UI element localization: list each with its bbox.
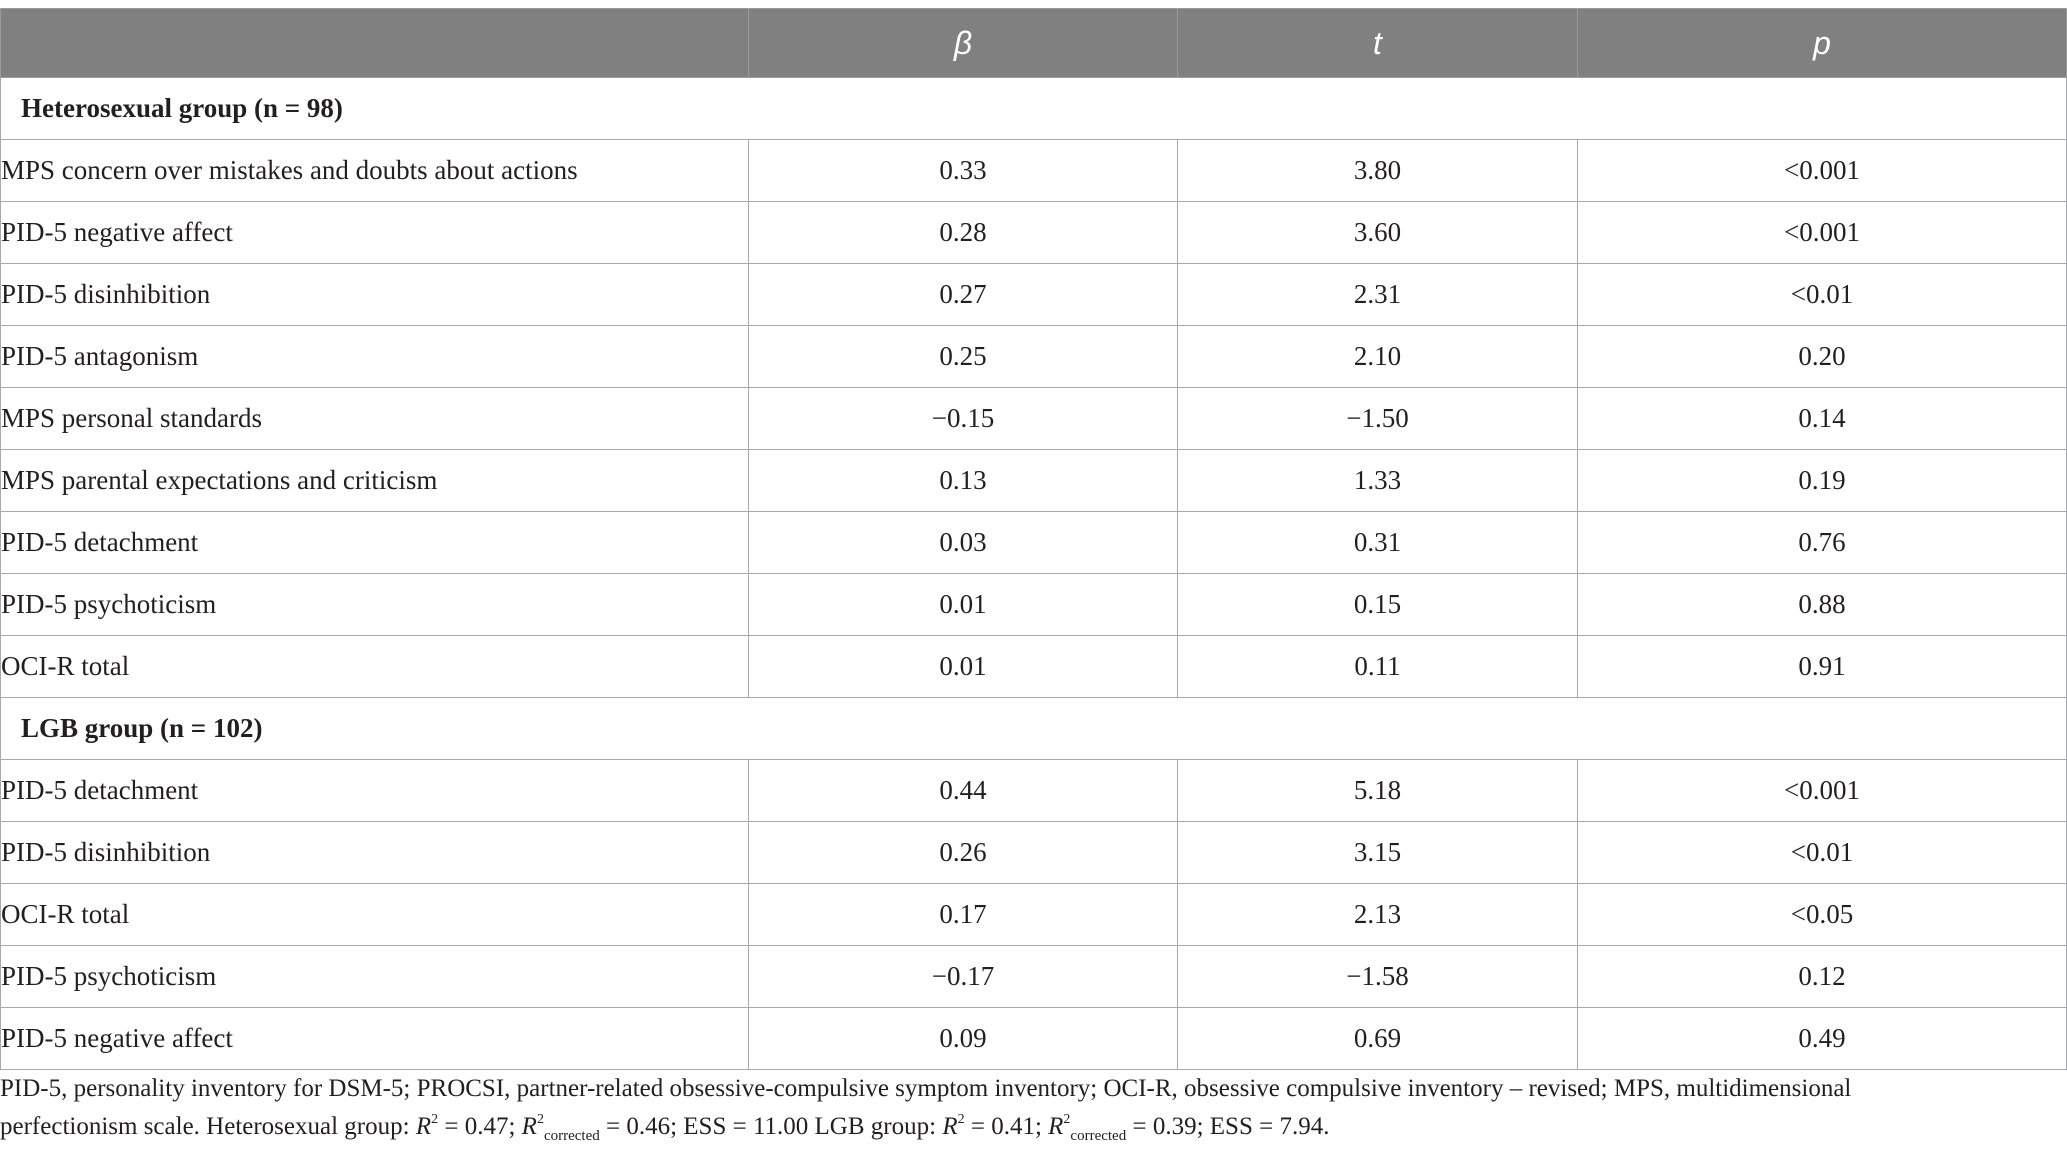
p-cell: 0.88 xyxy=(1578,574,2067,636)
t-cell: 2.13 xyxy=(1178,884,1578,946)
predictor-cell: PID-5 antagonism xyxy=(1,326,749,388)
table-footnote xyxy=(0,1070,2060,1146)
p-cell: 0.14 xyxy=(1578,388,2067,450)
predictor-cell: OCI-R total xyxy=(1,884,749,946)
r-symbol: R xyxy=(1048,1113,1064,1140)
footnote-fit-intro: perfectionism scale. Heterosexual group: xyxy=(0,1113,416,1140)
table-row xyxy=(1,388,2067,450)
p-cell: 0.91 xyxy=(1578,636,2067,698)
p-cell: <0.01 xyxy=(1578,264,2067,326)
beta-cell: 0.33 xyxy=(749,140,1178,202)
p-cell: <0.001 xyxy=(1578,140,2067,202)
t-cell: 1.33 xyxy=(1178,450,1578,512)
predictor-cell: PID-5 psychoticism xyxy=(1,574,749,636)
beta-cell: 0.27 xyxy=(749,264,1178,326)
table-row xyxy=(1,822,2067,884)
p-cell: 0.12 xyxy=(1578,946,2067,1008)
beta-cell: 0.01 xyxy=(749,636,1178,698)
table-row xyxy=(1,512,2067,574)
t-cell: 0.69 xyxy=(1178,1008,1578,1070)
beta-cell: −0.17 xyxy=(749,946,1178,1008)
p-cell: 0.49 xyxy=(1578,1008,2067,1070)
beta-cell: 0.09 xyxy=(749,1008,1178,1070)
group-header-row xyxy=(1,78,2067,140)
p-cell: 0.76 xyxy=(1578,512,2067,574)
beta-cell: 0.17 xyxy=(749,884,1178,946)
beta-cell: 0.13 xyxy=(749,450,1178,512)
p-cell: <0.001 xyxy=(1578,202,2067,264)
table-row xyxy=(1,202,2067,264)
beta-cell: 0.03 xyxy=(749,512,1178,574)
group-title: Heterosexual group (n = 98) xyxy=(1,78,2067,140)
t-cell: 3.60 xyxy=(1178,202,1578,264)
beta-cell: −0.15 xyxy=(749,388,1178,450)
table-row xyxy=(1,574,2067,636)
square-mark: 2 xyxy=(431,1112,439,1127)
table-row xyxy=(1,264,2067,326)
beta-cell: 0.26 xyxy=(749,822,1178,884)
header-predictor xyxy=(1,9,749,78)
p-cell: <0.05 xyxy=(1578,884,2067,946)
t-cell: 0.31 xyxy=(1178,512,1578,574)
table-row xyxy=(1,140,2067,202)
predictor-cell: PID-5 disinhibition xyxy=(1,822,749,884)
predictor-cell: MPS concern over mistakes and doubts about actions xyxy=(1,140,749,202)
header-row xyxy=(1,9,2067,78)
lgb-r2: = 0.41; xyxy=(964,1113,1049,1140)
table-body xyxy=(1,78,2067,1070)
table-row xyxy=(1,760,2067,822)
predictor-cell: MPS personal standards xyxy=(1,388,749,450)
t-cell: −1.58 xyxy=(1178,946,1578,1008)
t-cell: 0.15 xyxy=(1178,574,1578,636)
predictor-cell: PID-5 detachment xyxy=(1,760,749,822)
square-mark: 2 xyxy=(957,1112,965,1127)
p-cell: 0.20 xyxy=(1578,326,2067,388)
t-cell: 0.11 xyxy=(1178,636,1578,698)
het-r2-corrected: = 0.46; ESS = 11.00 LGB group: xyxy=(599,1113,943,1140)
r-symbol: R xyxy=(415,1113,432,1140)
table-header xyxy=(1,9,2067,78)
regression-table xyxy=(0,8,2067,1070)
predictor-cell: OCI-R total xyxy=(1,636,749,698)
table-row xyxy=(1,946,2067,1008)
beta-cell: 0.25 xyxy=(749,326,1178,388)
predictor-cell: PID-5 disinhibition xyxy=(1,264,749,326)
table-row xyxy=(1,1008,2067,1070)
corrected-subscript: corrected xyxy=(543,1128,600,1144)
header-p: p xyxy=(1578,9,2067,78)
table-row xyxy=(1,450,2067,512)
r-symbol: R xyxy=(942,1113,958,1140)
lgb-r2-corrected: = 0.39; ESS = 7.94. xyxy=(1126,1113,1330,1140)
predictor-cell: MPS parental expectations and criticism xyxy=(1,450,749,512)
t-cell: 5.18 xyxy=(1178,760,1578,822)
table-row xyxy=(1,884,2067,946)
corrected-subscript: corrected xyxy=(1070,1128,1127,1144)
t-cell: −1.50 xyxy=(1178,388,1578,450)
r-symbol: R xyxy=(521,1113,537,1140)
square-mark: 2 xyxy=(536,1112,544,1127)
t-cell: 3.80 xyxy=(1178,140,1578,202)
header-beta: β xyxy=(749,9,1178,78)
square-mark: 2 xyxy=(1063,1112,1071,1127)
beta-cell: 0.28 xyxy=(749,202,1178,264)
table-row xyxy=(1,326,2067,388)
predictor-cell: PID-5 negative affect xyxy=(1,202,749,264)
beta-cell: 0.01 xyxy=(749,574,1178,636)
t-cell: 3.15 xyxy=(1178,822,1578,884)
footnote-abbreviations: PID-5, personality inventory for DSM-5; PROCSI, partner-related obsessive-compulsive symptom inventory; OCI-R, obsessive compulsive inventory – revised; MPS, multidimensional xyxy=(0,1075,1852,1102)
beta-cell: 0.44 xyxy=(749,760,1178,822)
p-cell: <0.001 xyxy=(1578,760,2067,822)
table-row xyxy=(1,636,2067,698)
t-cell: 2.31 xyxy=(1178,264,1578,326)
predictor-cell: PID-5 negative affect xyxy=(1,1008,749,1070)
t-cell: 2.10 xyxy=(1178,326,1578,388)
group-title: LGB group (n = 102) xyxy=(1,698,2067,760)
predictor-cell: PID-5 psychoticism xyxy=(1,946,749,1008)
het-r2: = 0.47; xyxy=(438,1113,522,1140)
header-t: t xyxy=(1178,9,1578,78)
p-cell: 0.19 xyxy=(1578,450,2067,512)
predictor-cell: PID-5 detachment xyxy=(1,512,749,574)
p-cell: <0.01 xyxy=(1578,822,2067,884)
group-header-row xyxy=(1,698,2067,760)
